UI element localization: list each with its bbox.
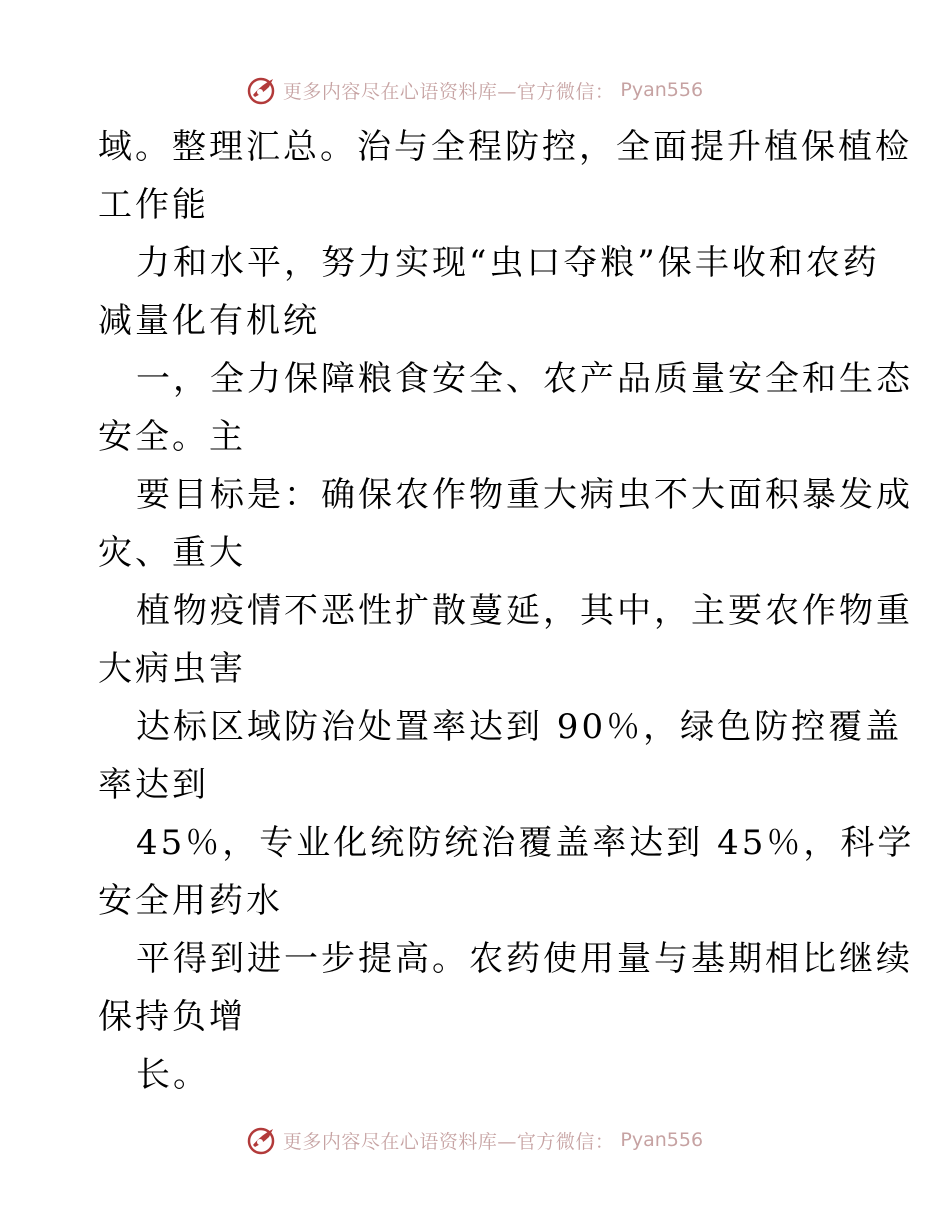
text-line: 长。 — [136, 1055, 210, 1095]
text-line: 45％，专业化统防统治覆盖率达到 45％，科学 — [136, 823, 915, 863]
document-body — [98, 118, 915, 1104]
header-banner-content — [247, 75, 703, 105]
text-line: 率达到 — [98, 765, 209, 805]
text-line: 工作能 — [98, 185, 209, 225]
text-line: 灾、重大 — [98, 533, 246, 573]
header-banner-contact: Pyan556 — [620, 79, 704, 101]
footer-banner-text: 更多内容尽在心语资料库—官方微信： — [282, 1130, 615, 1153]
text-line: 一，全力保障粮食安全、农产品质量安全和生态 — [136, 359, 913, 399]
header-banner — [0, 70, 950, 110]
footer-banner — [0, 1120, 950, 1160]
pen-logo-icon — [247, 75, 277, 105]
text-line: 保持负增 — [98, 997, 246, 1037]
text-line: 减量化有机统 — [98, 301, 320, 341]
text-line: 域。整理汇总。治与全程防控，全面提升植保植检 — [98, 127, 912, 167]
text-line: 大病虫害 — [98, 649, 246, 689]
header-banner-text: 更多内容尽在心语资料库—官方微信： — [282, 80, 615, 103]
text-line: 力和水平，努力实现“虫口夺粮”保丰收和农药 — [136, 243, 880, 283]
text-line: 安全。主 — [98, 417, 246, 457]
footer-banner-contact: Pyan556 — [620, 1129, 704, 1151]
text-line: 要目标是：确保农作物重大病虫不大面积暴发成 — [136, 475, 913, 515]
text-line: 植物疫情不恶性扩散蔓延，其中，主要农作物重 — [136, 591, 913, 631]
footer-banner-content — [247, 1125, 703, 1155]
text-line: 达标区域防治处置率达到 90％，绿色防控覆盖 — [136, 707, 903, 747]
text-line: 平得到进一步提高。农药使用量与基期相比继续 — [136, 939, 913, 979]
pen-logo-icon — [247, 1125, 277, 1155]
text-line: 安全用药水 — [98, 881, 283, 921]
